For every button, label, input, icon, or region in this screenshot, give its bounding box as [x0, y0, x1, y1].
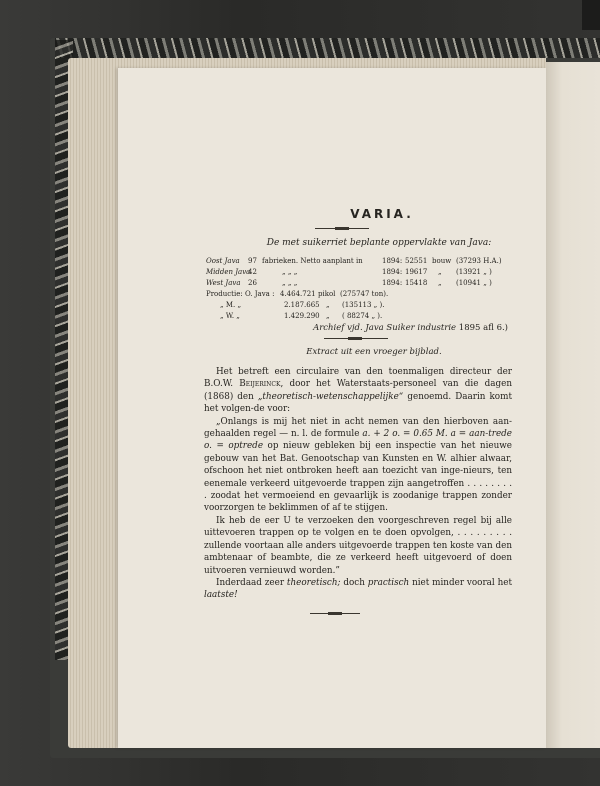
- source-citation: Archief vjd. Java Suiker industrie 1895 afl 6.): [313, 323, 508, 333]
- article-body: [204, 366, 512, 602]
- facing-page: [546, 62, 600, 748]
- production-row: „ W. „ 1.429.290 „ ( 88274 „ ).: [220, 312, 383, 320]
- table-caption: De met suikerriet beplante oppervlakte van Java:: [266, 238, 492, 248]
- paragraph: „Onlangs is mij het niet in acht nemen van den hierboven aan-gehaalden regel — n. l. de formule a. + 2 o. = 0.65 M. a = aan-trede o. = optrede op nieuw gebleken bij een inspectie van het nieuwe gebouw van het Bat. Genootschap van Kunsten en W. alhier alwaar, ofschoon het niet ontbroken heeft aan toezicht van inge-nieurs, ten eenemale verkeerd uitgevoerde trappen zijn aangetroffen . . . . . . . . . zoodat het vermoeiend en gevaarlijk is zoodanige trappen zonder voorzorgen te beklimmen of af te stijgen.: [204, 416, 513, 514]
- extract-heading: Extract uit een vroeger bijblad.: [306, 347, 442, 357]
- paragraph: Ik heb de eer U te verzoeken den voorgeschreven regel bij alle uittevoeren trappen op te volgen en te doen opvolgen, . . . . . . . . . zullende voortaan alle anders uitgevoerde trappen ten koste van den ambtenaar of beambte, die ze verkeerd heeft uitgevoerd of doen uitvoeren vernieuwd worden.”: [204, 515, 512, 576]
- title-rule: [315, 228, 369, 229]
- page-content: [204, 207, 513, 614]
- table-row: Midden Java 42 „ „ „ 1894: 19617 „ (13921 „ ): [206, 268, 492, 276]
- production-row: Productie: O. Java : 4.464.721 pikol (275747 ton).: [206, 290, 389, 298]
- section-title: VARIA.: [350, 207, 414, 221]
- table-row: West Java 26 „ „ „ 1894: 15418 „ (10941 „ ): [206, 279, 492, 287]
- acreage-table: [206, 256, 508, 322]
- paragraph: Het betreft een circulaire van den toenmaligen directeur der B.O.W. Beijerinck, door het Waterstaats-personeel van die dagen (1868) den „theoretisch-wetenschappelijke“ genoemd. Daarin komt het volgen-de voor:: [204, 367, 512, 415]
- paragraph: Inderdaad zeer theoretisch; doch practisch niet minder vooral het laatste!: [204, 577, 512, 601]
- table-row: Oost Java 97 fabrieken. Netto aanplant in 1894: 52551 bouw (37293 H.A.): [206, 257, 502, 265]
- end-rule: [310, 613, 360, 614]
- section-rule: [324, 338, 388, 339]
- production-row: „ M. „ 2.187.665 „ (135113 „ ).: [220, 301, 385, 309]
- corner-shadow: [582, 0, 600, 30]
- marbled-edge-top: [55, 38, 600, 58]
